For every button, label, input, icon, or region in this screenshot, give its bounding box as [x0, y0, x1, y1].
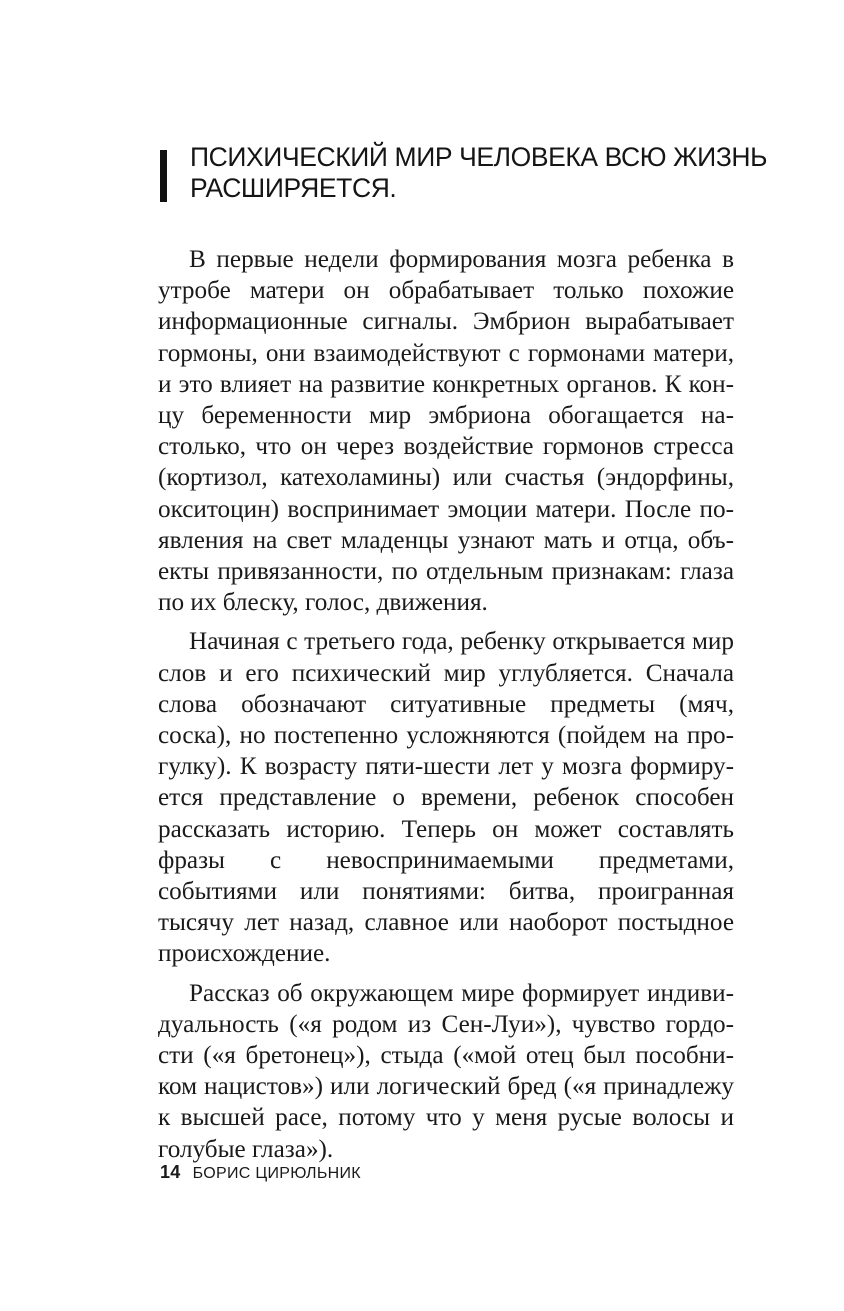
body-text [158, 244, 734, 1165]
paragraph-1: В первые недели формирования мозга ребенка в утробе матери он обрабатывает только похожие информационные сигналы. Эмбрион вырабатывает гормоны, они взаимодействуют с гормонами матери, и это влияет на развитие конкретных органов. К концу беременности мир эмбриона обогащается настолько, что он через воздействие гормонов стресса (кортизол, катехоламины) или счастья (эндорфины, окситоцин) воспринимает эмоции матери. После появления на свет младенцы узнают мать и отца, объекты привязанности, по отдельным признакам: глаза по их блеску, голос, движения. [158, 246, 734, 617]
pull-quote-text: ПСИХИЧЕСКИЙ МИР ЧЕЛОВЕКА ВСЮ ЖИЗНЬ РАСШИРЯЕТСЯ. [190, 142, 768, 203]
paragraph-2: Начиная с третьего года, ребенку открывается мир слов и его психический мир углубляется. Сначала слова обозначают ситуативные предметы (мяч, соска), но постепенно усложняются (пойдем на прогулку). К возрасту пяти-шести лет у мозга формируется представление о времени, ребенок способен рассказать историю. Теперь он может составлять фразы с невоспринимаемыми предметами, событиями или понятиями: битва, проигранная тысячу лет назад, славное или наоборот постыдное происхождение. [158, 628, 734, 968]
running-footer-author: БОРИС ЦИРЮЛЬНИК [192, 1165, 361, 1182]
pull-quote-bar [160, 150, 167, 202]
page-number: 14 [160, 1162, 181, 1182]
page-footer [160, 1160, 361, 1186]
pull-quote [160, 142, 780, 204]
paragraph-3: Рассказ об окружающем мире формирует индивидуальность («я родом из Сен-Луи»), чувство гордости («я бретонец»), стыда («мой отец был пособником нацистов») или логический бред («я принадлежу к высшей расе, потому что у меня русые волосы и голубые глаза»). [158, 979, 734, 1163]
